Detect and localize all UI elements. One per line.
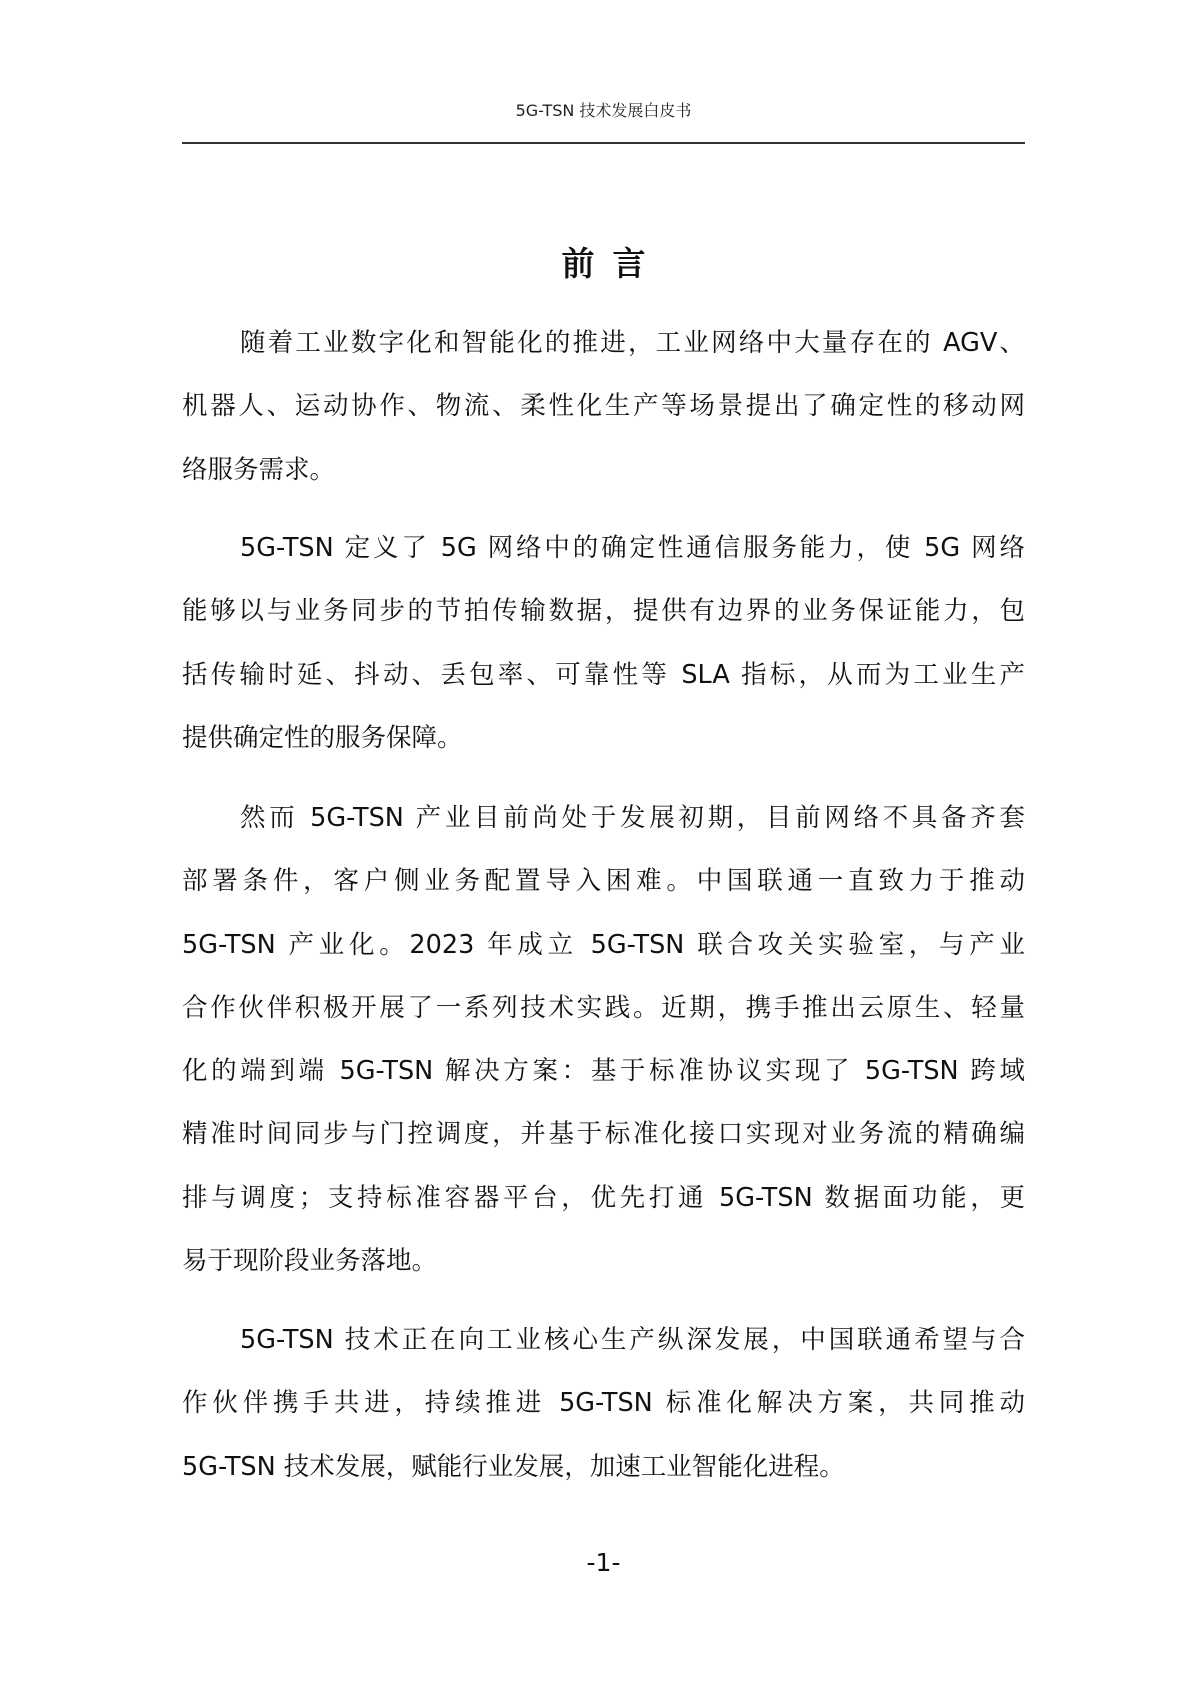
text-line: 提供确定性的服务保障。	[182, 722, 463, 753]
paragraph-1	[182, 312, 1025, 502]
text-line: 5G-TSN 技术发展，赋能行业发展，加速工业智能化进程。	[182, 1451, 845, 1482]
paragraph-3	[182, 787, 1025, 1293]
text-line: 能够以与业务同步的节拍传输数据，提供有边界的业务保证能力，包	[182, 596, 1025, 627]
text-line: 作伙伴携手共进，持续推进 5G-TSN 标准化解决方案，共同推动	[182, 1388, 1025, 1419]
text-line: 精准时间同步与门控调度，并基于标准化接口实现对业务流的精确编	[182, 1119, 1025, 1150]
header-divider	[182, 142, 1025, 144]
text-line: 排与调度；支持标准容器平台，优先打通 5G-TSN 数据面功能，更	[182, 1182, 1025, 1213]
text-line: 5G-TSN 定义了 5G 网络中的确定性通信服务能力，使 5G 网络	[240, 533, 1025, 563]
text-line: 部署条件，客户侧业务配置导入困难。中国联通一直致力于推动	[182, 866, 1025, 897]
text-line: 合作伙伴积极开展了一系列技术实践。近期，携手推出云原生、轻量	[182, 992, 1025, 1023]
text-line: 络服务需求。	[182, 454, 336, 485]
text-line: 5G-TSN 技术正在向工业核心生产纵深发展，中国联通希望与合	[240, 1325, 1025, 1355]
text-line: 易于现阶段业务落地。	[182, 1246, 438, 1277]
text-line: 随着工业数字化和智能化的推进，工业网络中大量存在的 AGV、	[240, 328, 1025, 358]
text-line: 5G-TSN 产业化。2023 年成立 5G-TSN 联合攻关实验室，与产业	[182, 929, 1025, 960]
paragraph-2	[182, 517, 1025, 770]
text-line: 括传输时延、抖动、丢包率、可靠性等 SLA 指标，从而为工业生产	[182, 659, 1025, 690]
running-header: 5G-TSN 技术发展白皮书	[515, 101, 692, 120]
page-number: -1-	[586, 1548, 621, 1577]
paragraph-4	[182, 1309, 1025, 1499]
text-line: 然而 5G-TSN 产业目前尚处于发展初期，目前网络不具备齐套	[240, 803, 1025, 833]
text-line: 化的端到端 5G-TSN 解决方案：基于标准协议实现了 5G-TSN 跨域	[182, 1056, 1025, 1087]
text-line: 机器人、运动协作、物流、柔性化生产等场景提出了确定性的移动网	[182, 391, 1025, 422]
page-title: 前言	[561, 244, 664, 283]
